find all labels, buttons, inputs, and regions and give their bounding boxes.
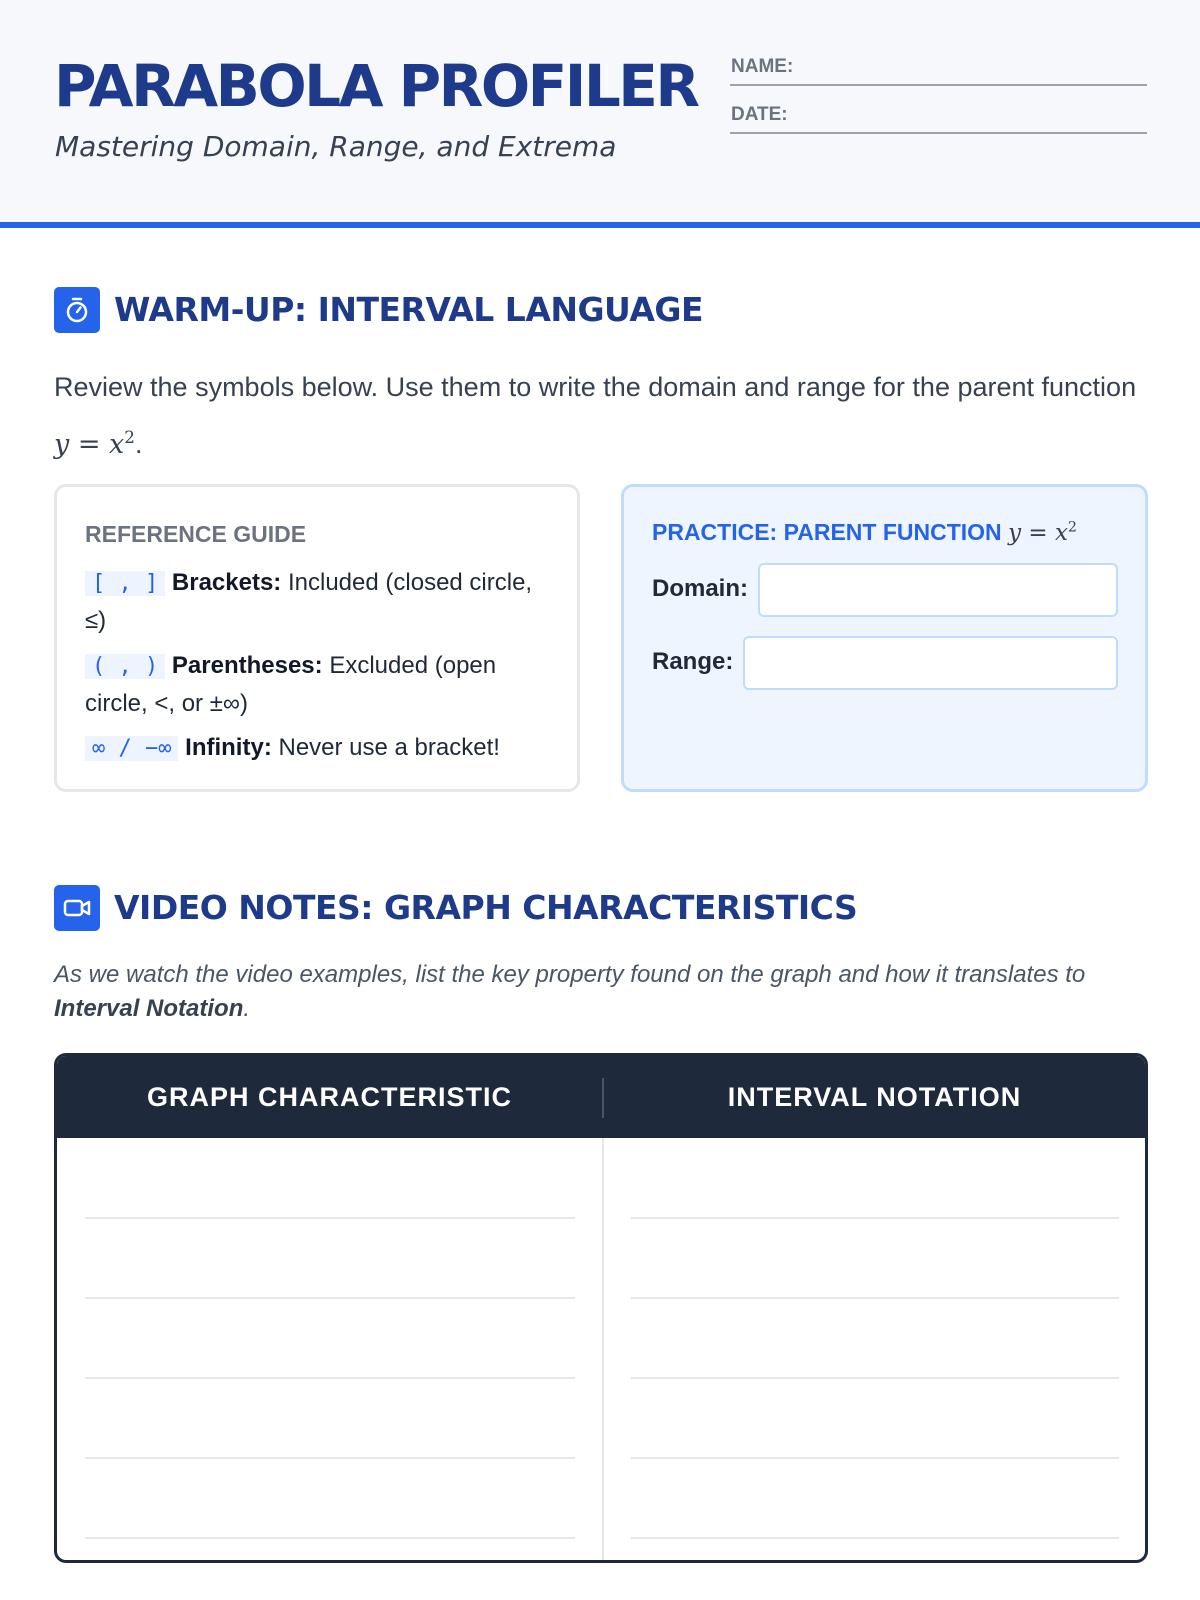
worksheet-subtitle: Mastering Domain, Range, and Extrema (55, 130, 617, 163)
practice-title: PRACTICE: PARENT FUNCTION $y = x^2$ (652, 519, 1077, 546)
range-input[interactable] (743, 636, 1118, 690)
video-camera-icon (54, 885, 100, 931)
brackets-symbol: [ , ] (85, 571, 165, 596)
characteristic-write-line[interactable] (85, 1217, 575, 1219)
notation-write-line[interactable] (631, 1537, 1119, 1539)
header-interval-notation: INTERVAL NOTATION (727, 1082, 1022, 1112)
parentheses-symbol: ( , ) (85, 654, 165, 679)
video-description: As we watch the video examples, list the key property found on the graph and how it translates to Interval Notation. (54, 961, 1086, 1022)
table-header (57, 1056, 1145, 1138)
warmup-intro: Review the symbols below. Use them to write the domain and range for the parent function $y = x^2$. (54, 372, 1137, 460)
worksheet-header (0, 0, 1200, 228)
notation-write-line[interactable] (631, 1217, 1119, 1219)
characteristic-write-line[interactable] (85, 1297, 575, 1299)
notation-write-line[interactable] (631, 1297, 1119, 1299)
video-description-bold: Interval Notation (54, 995, 244, 1022)
notes-table (54, 1053, 1148, 1563)
date-field[interactable] (730, 104, 1147, 134)
reference-item-brackets (85, 564, 555, 639)
range-label: Range: (652, 648, 734, 675)
parentheses-name: Parentheses: (171, 652, 323, 679)
domain-input[interactable] (758, 563, 1118, 617)
name-field[interactable] (730, 56, 1147, 86)
practice-math: $y = x^2$ (1008, 519, 1077, 546)
brackets-desc: Included (closed circle, ≤) (85, 569, 533, 634)
header-graph-characteristic: GRAPH CHARACTERISTIC (146, 1082, 512, 1112)
reference-guide-title: REFERENCE GUIDE (85, 521, 307, 547)
stopwatch-icon (54, 287, 100, 333)
characteristic-write-line[interactable] (85, 1537, 575, 1539)
video-section-title: VIDEO NOTES: GRAPH CHARACTERISTICS (114, 888, 858, 927)
infinity-symbol: ∞ / −∞ (85, 736, 178, 761)
characteristic-write-line[interactable] (85, 1457, 575, 1459)
warmup-intro-text: Review the symbols below. Use them to write the domain and range for the parent function (54, 372, 1137, 402)
infinity-desc: Never use a bracket! (278, 734, 500, 761)
worksheet-title: PARABOLA PROFILER (54, 52, 698, 120)
date-label: DATE: (731, 104, 788, 125)
notation-write-line[interactable] (631, 1457, 1119, 1459)
warmup-section-title: WARM-UP: INTERVAL LANGUAGE (114, 290, 704, 329)
infinity-name: Infinity: (185, 734, 272, 761)
characteristic-write-line[interactable] (85, 1377, 575, 1379)
warmup-intro-math: $y = x^2$ (54, 427, 135, 460)
parentheses-desc: Excluded (open circle, <, or ±∞) (85, 652, 497, 717)
domain-label: Domain: (652, 575, 748, 602)
column-divider (602, 1138, 604, 1563)
notation-write-line[interactable] (631, 1377, 1119, 1379)
brackets-name: Brackets: (171, 569, 282, 596)
reference-guide-card (54, 484, 580, 792)
reference-item-infinity (85, 729, 575, 767)
name-label: NAME: (731, 56, 794, 77)
reference-item-parentheses (85, 647, 555, 722)
practice-card (621, 484, 1148, 792)
